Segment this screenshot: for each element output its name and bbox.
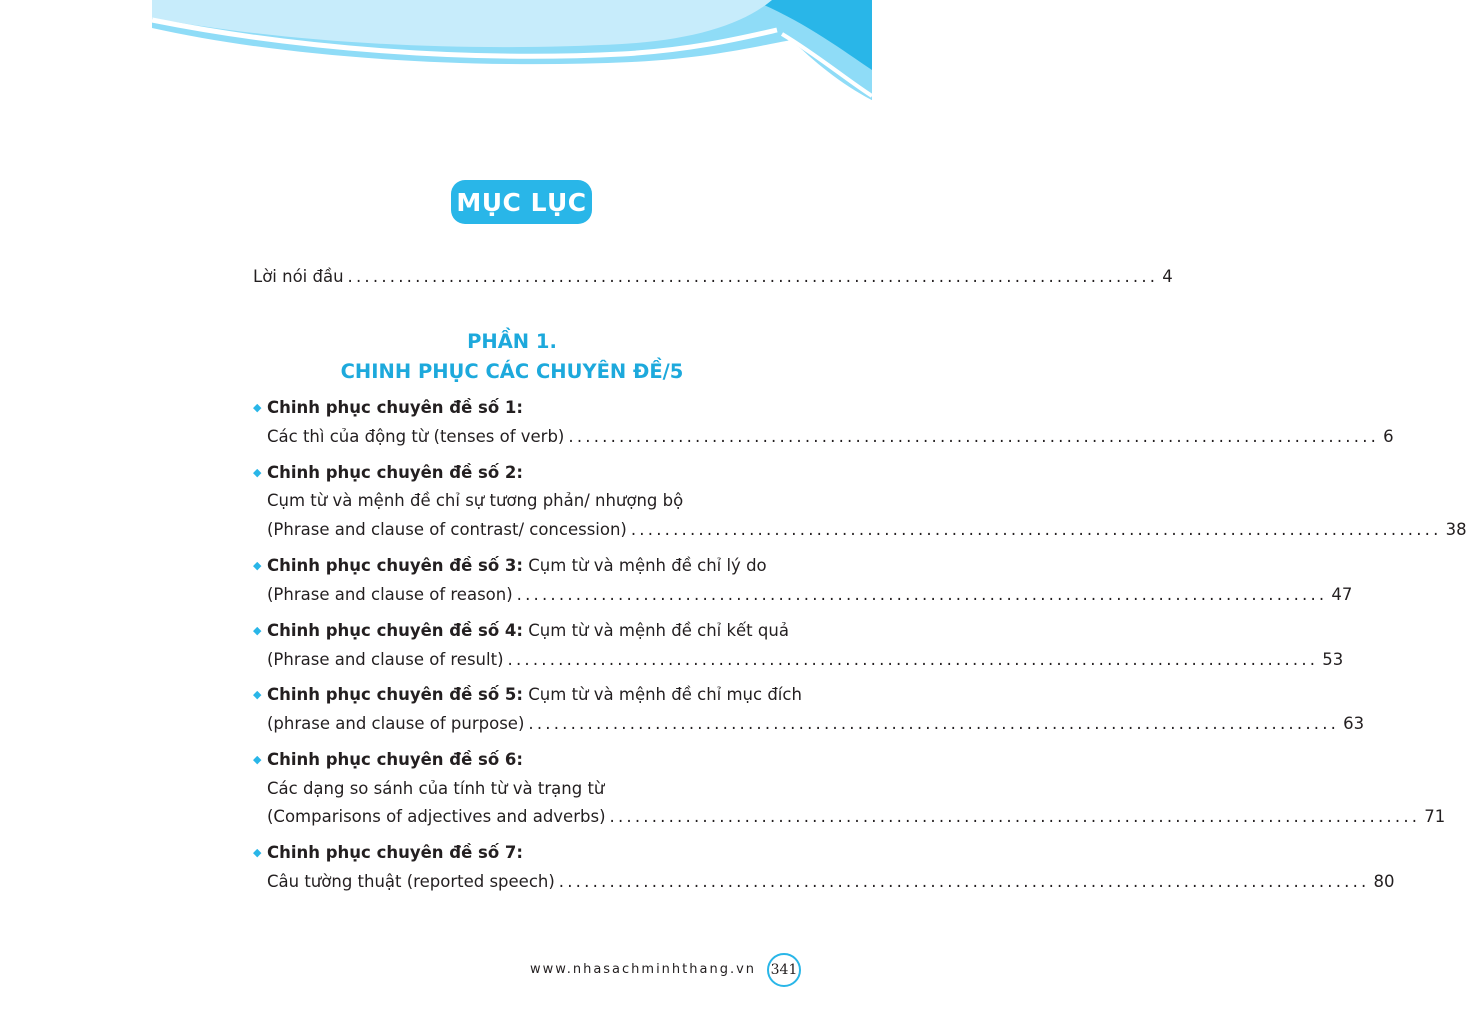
dot-leader: ................................................................................................: [528, 714, 1340, 733]
toc-entry-heading[interactable]: [253, 842, 523, 864]
toc-page-number: 6: [1383, 427, 1394, 446]
part-heading-line2: CHINH PHỤC CÁC CHUYÊN ĐỀ/5: [340, 360, 684, 383]
toc-entry-heading[interactable]: [253, 555, 767, 577]
toc-entry-label: Lời nói đầu: [253, 267, 344, 286]
page-title: MỤC LỤC: [451, 180, 592, 224]
toc-entry-line[interactable]: [267, 871, 1395, 893]
toc-entry-line[interactable]: [267, 519, 1467, 541]
dot-leader: ................................................................................................: [347, 267, 1159, 286]
toc-page-number: 63: [1343, 714, 1365, 733]
entry-subtitle: Cụm từ và mệnh đề chỉ mục đích: [523, 685, 802, 704]
toc-page-number: 4: [1162, 267, 1173, 286]
decorative-wave-header: [152, 0, 872, 130]
toc-entry-heading[interactable]: [253, 684, 802, 706]
toc-page-number: 53: [1322, 650, 1344, 669]
entry-subtitle: Cụm từ và mệnh đề chỉ kết quả: [523, 621, 789, 640]
toc-entry-label: (Phrase and clause of contrast/ concession): [267, 520, 627, 539]
toc-entry-label: (Phrase and clause of result): [267, 650, 504, 669]
toc-entry-heading[interactable]: [253, 620, 789, 642]
footer-page-number: 341: [767, 953, 801, 987]
diamond-bullet-icon: ◆: [253, 466, 262, 479]
diamond-bullet-icon: ◆: [253, 559, 262, 572]
diamond-bullet-icon: ◆: [253, 846, 262, 859]
entry-title: Chinh phục chuyên đề số 6:: [267, 750, 524, 769]
toc-entry-label: (Comparisons of adjectives and adverbs): [267, 807, 606, 826]
toc-entry-line[interactable]: [267, 713, 1365, 735]
entry-description-line: Các dạng so sánh của tính từ và trạng từ: [267, 779, 605, 798]
entry-title: Chinh phục chuyên đề số 1:: [267, 398, 524, 417]
entry-title: Chinh phục chuyên đề số 5:: [267, 685, 524, 704]
toc-entry-label: (phrase and clause of purpose): [267, 714, 525, 733]
part-heading-line1: PHẦN 1.: [467, 330, 557, 353]
entry-title: Chinh phục chuyên đề số 7:: [267, 843, 524, 862]
diamond-bullet-icon: ◆: [253, 401, 262, 414]
toc-entry-label: Câu tường thuật (reported speech): [267, 872, 555, 891]
toc-entry-line[interactable]: [267, 584, 1353, 606]
dot-leader: ................................................................................................: [558, 872, 1370, 891]
dot-leader: ................................................................................................: [516, 585, 1328, 604]
entry-title: Chinh phục chuyên đề số 4:: [267, 621, 524, 640]
dot-leader: ................................................................................................: [630, 520, 1442, 539]
dot-leader: ................................................................................................: [609, 807, 1421, 826]
entry-description-line: Cụm từ và mệnh đề chỉ sự tương phản/ nhượng bộ: [267, 491, 684, 510]
toc-entry-heading[interactable]: [253, 749, 523, 771]
toc-entry-line[interactable]: [267, 426, 1394, 448]
toc-entry-line[interactable]: [267, 806, 1446, 828]
diamond-bullet-icon: ◆: [253, 688, 262, 701]
toc-entry-line[interactable]: [267, 649, 1344, 671]
toc-entry-heading[interactable]: [253, 397, 523, 419]
entry-subtitle: Cụm từ và mệnh đề chỉ lý do: [523, 556, 767, 575]
toc-page-number: 38: [1445, 520, 1467, 539]
entry-title: Chinh phục chuyên đề số 3:: [267, 556, 524, 575]
toc-entry-label: Các thì của động từ (tenses of verb): [267, 427, 565, 446]
footer-website: www.nhasachminhthang.vn: [530, 962, 757, 977]
toc-page-number: 71: [1424, 807, 1446, 826]
dot-leader: ................................................................................................: [568, 427, 1380, 446]
toc-page-number: 80: [1373, 872, 1395, 891]
toc-entry-label: (Phrase and clause of reason): [267, 585, 513, 604]
toc-page-number: 47: [1331, 585, 1353, 604]
dot-leader: ................................................................................................: [507, 650, 1319, 669]
toc-entry-preface[interactable]: [253, 266, 1173, 288]
toc-entry-heading[interactable]: [253, 462, 523, 484]
diamond-bullet-icon: ◆: [253, 624, 262, 637]
entry-title: Chinh phục chuyên đề số 2:: [267, 463, 524, 482]
diamond-bullet-icon: ◆: [253, 753, 262, 766]
